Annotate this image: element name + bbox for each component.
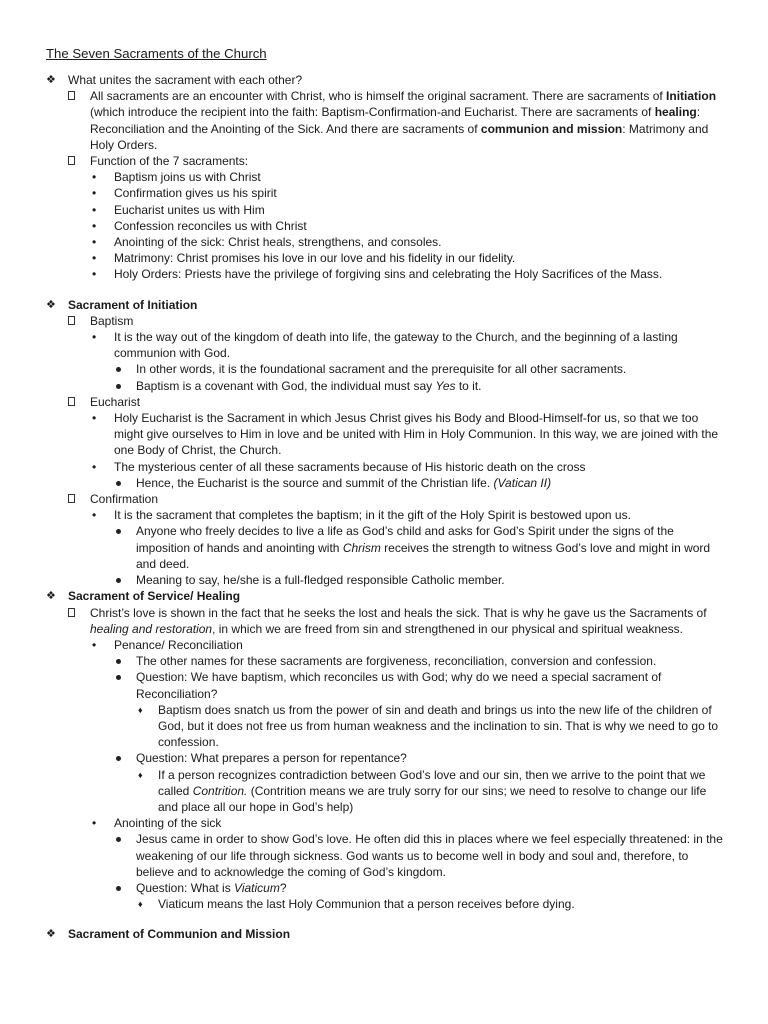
bullet-icon: • <box>92 251 97 266</box>
subheading-anointing: • Anointing of the sick <box>92 816 222 831</box>
spacer <box>46 912 726 926</box>
bullet-icon: • <box>92 267 97 282</box>
list-item: • The mysterious center of all these sacraments because of His historic death on the cross <box>92 459 586 474</box>
square-bullet-icon <box>68 605 75 623</box>
bullet-icon: • <box>92 330 97 345</box>
list-item: • It is the sacrament that completes the baptism; in it the gift of the Holy Spirit is bestowed upon us. <box>92 508 631 523</box>
list-item: Hence, the Eucharist is the source and summit of the Christian life. (Vatican II) <box>46 475 726 491</box>
bullet-icon: • <box>92 459 97 474</box>
lozenge-bullet-icon: ♦ <box>138 899 143 910</box>
section-heading: Sacrament of Initiation <box>68 297 198 312</box>
list-item: • Holy Orders: Priests have the privilege of forgiving sins and celebrating the Holy Sacrifices of the Mass. <box>92 267 663 282</box>
round-bullet-icon <box>116 361 121 377</box>
section-communion <box>46 926 726 942</box>
list-item: In other words, it is the foundational sacrament and the prerequisite for all other sacraments. <box>46 361 726 377</box>
list-item: • Baptism joins us with Christ <box>92 170 261 185</box>
paragraph-healing: Christ’s love is shown in the fact that he seeks the lost and heals the sick. That is why he gave us the Sacraments of healing and restoration, in which we are freed from sin and strengthened in our physical and spiritual weakness. <box>46 605 726 637</box>
round-bullet-icon <box>116 378 121 394</box>
lozenge-bullet-icon: ♦ <box>138 704 143 715</box>
round-bullet-icon <box>116 669 121 685</box>
round-bullet-icon <box>116 831 121 847</box>
list-item: • Confirmation gives us his spirit <box>92 186 277 201</box>
subheading-penance: • Penance/ Reconciliation <box>92 637 243 652</box>
list-item: • Eucharist unites us with Him <box>92 202 265 217</box>
subheading-confirmation: Confirmation <box>46 491 726 507</box>
paragraph-encounter: All sacraments are an encounter with Christ, who is himself the original sacrament. There are sacraments of Initiation (which introduce the recipient into the faith: Baptism-Confirmation-and Eucharist. There are sacraments of healing: Reconciliation and the Anointing of the Sick. And there are sacraments of communion and mission: Matrimony and Holy Orders. <box>46 88 726 153</box>
list-item: Question: What prepares a person for repentance? <box>46 750 726 766</box>
section-unites <box>46 72 726 88</box>
bullet-icon: • <box>92 411 97 426</box>
list-item: Meaning to say, he/she is a full-fledged responsible Catholic member. <box>46 572 726 588</box>
list-item: • Holy Eucharist is the Sacrament in which Jesus Christ gives his Body and Blood-Himself-for us, so that we too might give ourselves to Him in love and be united with Him in Holy Communion. In this way, we are joined with the one Body of Christ, the Church. <box>92 411 719 458</box>
list-item: ♦ Baptism does snatch us from the power of sin and death and brings us into the new life of the children of God, but it does not free us from human weakness and the inclination to sin. That is why we need to go to confession. <box>138 702 719 750</box>
subheading-baptism: Baptism <box>46 313 726 329</box>
round-bullet-icon <box>116 572 121 588</box>
section-heading: Sacrament of Service/ Healing <box>68 589 241 604</box>
list-item: Baptism is a covenant with God, the individual must say Yes to it. <box>46 378 726 394</box>
round-bullet-icon <box>116 523 121 539</box>
bullet-icon: • <box>92 637 97 652</box>
list-item: Question: We have baptism, which reconciles us with God; why do we need a special sacrament of Reconciliation? <box>46 669 726 701</box>
bullet-icon: • <box>92 508 97 523</box>
list-item: Jesus came in order to show God’s love. He often did this in places where we feel especially threatened: in the weakening of our life through sickness. God wants us to become well in body and soul and, therefore, to believe and to acknowledge the coming of God’s kingdom. <box>46 831 726 880</box>
round-bullet-icon <box>116 475 121 491</box>
lozenge-bullet-icon: ♦ <box>138 769 143 780</box>
list-item: Anyone who freely decides to live a life as God’s child and asks for God’s Spirit under the signs of the imposition of hands and anointing with Chrism receives the strength to witness God’s love and might in word and deed. <box>46 523 726 572</box>
list-item: • Confession reconciles us with Christ <box>92 218 307 233</box>
question-unites: What unites the sacrament with each other? <box>68 73 303 87</box>
bullet-icon: • <box>92 816 97 831</box>
round-bullet-icon <box>116 750 121 766</box>
section-healing <box>46 588 726 604</box>
function-heading: Function of the 7 sacraments: <box>46 153 726 169</box>
bullet-icon: • <box>92 186 97 201</box>
list-item: • It is the way out of the kingdom of death into life, the gateway to the Church, and the beginning of a lasting communion with God. <box>92 330 678 361</box>
section-heading: Sacrament of Communion and Mission <box>68 927 291 942</box>
spacer <box>46 283 726 297</box>
list-item: • Matrimony: Christ promises his love in our love and his fidelity in our fidelity. <box>92 251 516 266</box>
round-bullet-icon <box>116 653 121 669</box>
diamond-bullet-icon: ❖ <box>46 928 56 941</box>
round-bullet-icon <box>116 880 121 896</box>
diamond-bullet-icon: ❖ <box>46 298 56 311</box>
square-bullet-icon <box>68 88 75 106</box>
subheading-eucharist: Eucharist <box>46 394 726 410</box>
diamond-bullet-icon: ❖ <box>46 74 56 86</box>
list-item: • Anointing of the sick: Christ heals, strengthens, and consoles. <box>92 235 442 250</box>
bullet-icon: • <box>92 218 97 233</box>
diamond-bullet-icon: ❖ <box>46 590 56 603</box>
list-item: Question: What is Viaticum? <box>46 880 726 896</box>
list-item: The other names for these sacraments are forgiveness, reconciliation, conversion and confession. <box>46 653 726 669</box>
bullet-icon: • <box>92 235 97 250</box>
section-initiation <box>46 297 726 313</box>
list-item: ♦ If a person recognizes contradiction between God’s love and our sin, then we arrive to the point that we called Contrition. (Contrition means we are truly sorry for our sins; we need to resolve to change our life and place all our hope in God’s help) <box>138 767 707 814</box>
list-item: ♦ Viaticum means the last Holy Communion that a person receives before dying. <box>138 897 575 912</box>
bullet-icon: • <box>92 202 97 217</box>
document-title: The Seven Sacraments of the Church <box>46 46 267 61</box>
bullet-icon: • <box>92 170 97 185</box>
document-body <box>46 72 726 943</box>
